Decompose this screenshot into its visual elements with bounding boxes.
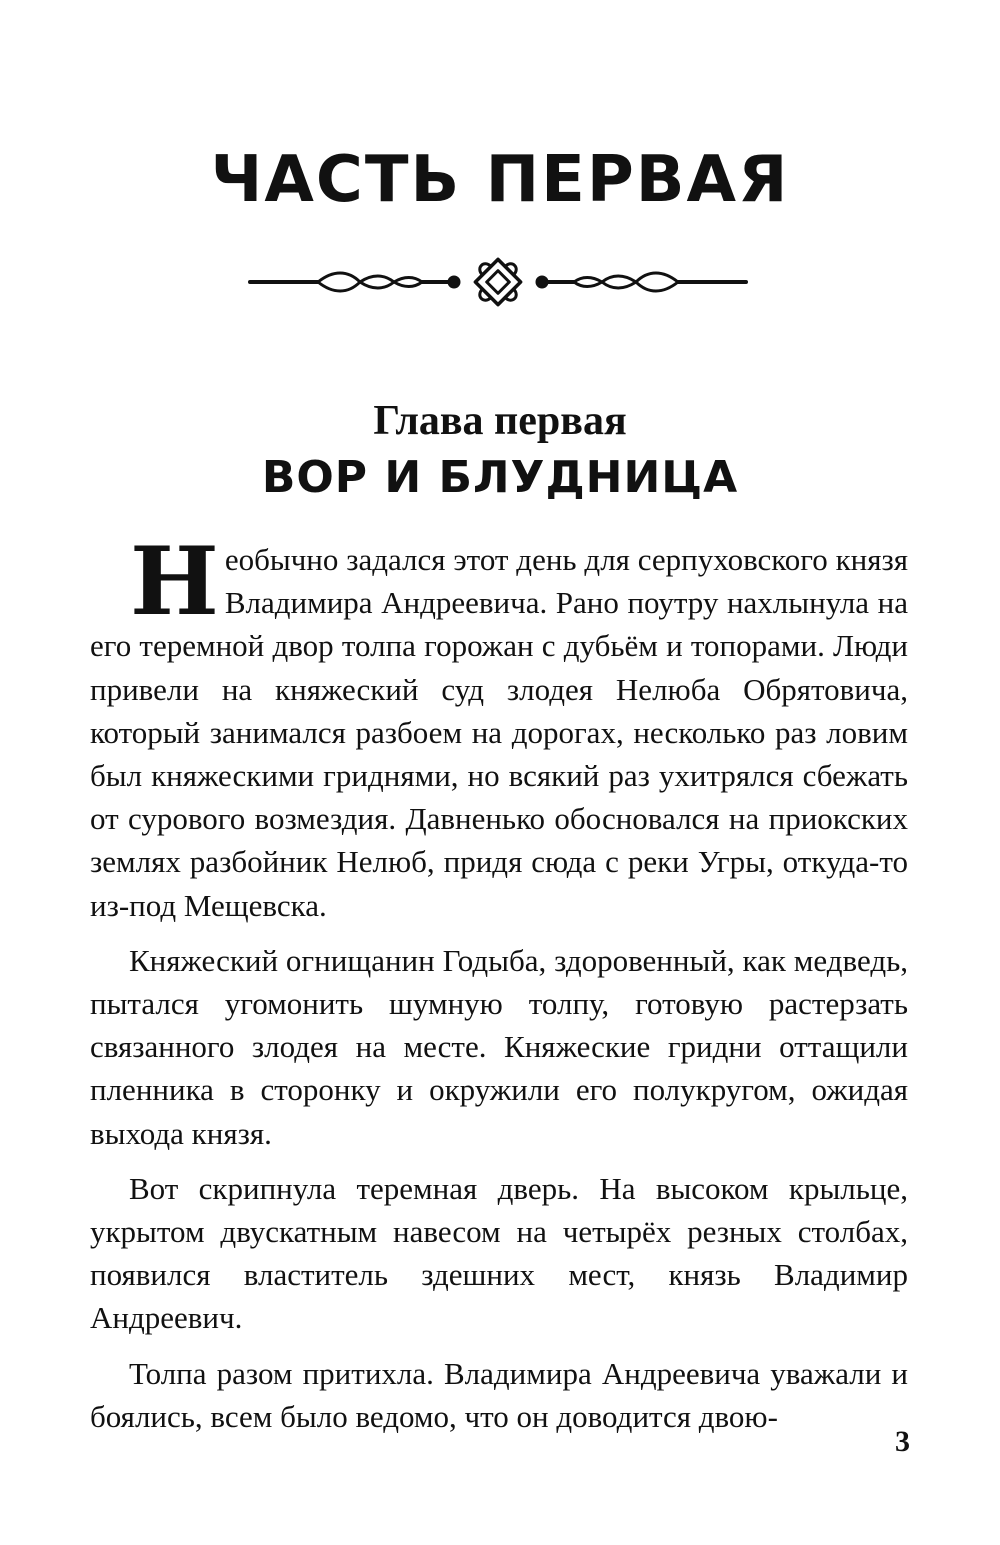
paragraph-3: Вот скрипнула теремная дверь. На высоком крыльце, укрытом двускатным навесом на четырёх резных столбах, появился властитель здешних мест, князь Владимир Андреевич. <box>90 1170 908 1336</box>
part-title: ЧАСТЬ ПЕРВАЯ <box>210 143 790 217</box>
paragraph-2: Княжеский огнищанин Годыба, здоровенный, как медведь, пытался угомонить шумную толпу, готовую растерзать связанного злодея на месте. Княжеские гридни оттащили пленника в сторонку и окружили его полукругом, ожидая выхода князя. <box>90 942 908 1151</box>
page-number: 3 <box>895 1425 910 1458</box>
chapter-number: Глава первая <box>373 398 627 444</box>
knot-ornament-icon <box>248 252 748 312</box>
chapter-title: ВОР И БЛУДНИЦА <box>261 452 739 503</box>
paragraph-1 <box>90 527 908 927</box>
paragraph-1-text: еобычно задался этот день для серпуховского князя Владимира Андреевича. Рано поутру нахлынула на его теремной двор толпа горожан с дубьём и топорами. Люди привели на княжеский суд злодея Нелюба Обрятовича, который занимался разбоем на дорогах, несколько раз ловим был княжескими гриднями, но всякий раз ухитрялся сбежать от сурового возмездия. Давненько обосновался на приокских землях разбойник Нелюб, придя сюда с реки Угры, откуда-то из-под Мещевска. <box>90 542 908 923</box>
drop-cap: Н <box>130 527 219 637</box>
paragraph-4: Толпа разом притихла. Владимира Андреевича уважали и боялись, всем было ведомо, что он доводится двою- <box>90 1355 908 1434</box>
body-text <box>90 527 908 1450</box>
